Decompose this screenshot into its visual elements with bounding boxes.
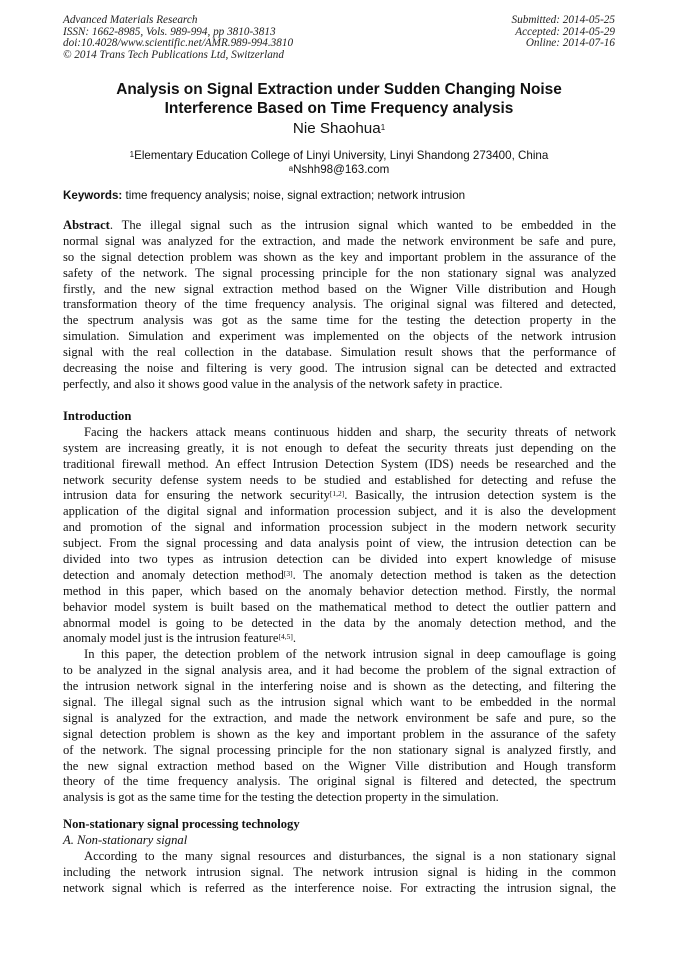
journal-name: Advanced Materials Research: [63, 14, 198, 26]
intro-line: method in this paper, which based on the anomaly behavior detection method. Firstly, the normal: [63, 583, 616, 598]
abstract-line: transformation theory of the time frequency analysis. The original signal was filtered and detected,: [63, 297, 616, 312]
keywords-label: Keywords:: [63, 189, 123, 202]
abstract-line: perfectly, and also it shows good value in the analysis of the network safety in practice.: [63, 376, 503, 391]
affiliation: [40, 149, 638, 177]
intro-text: . The anomaly detection method is taken as the detection: [292, 567, 616, 582]
intro-line: traditional firewall method. An effect Intrusion Detection System (IDS) needs be researched and the: [63, 456, 616, 471]
abstract-line: safety of the network. The signal processing principle for the non stationary signal was analyzed: [63, 265, 616, 280]
author-affil-mark: 1: [380, 123, 386, 132]
abstract-line: . The illegal signal such as the intrusion signal which wanted to be embedded in the: [109, 218, 616, 232]
keywords-text: time frequency analysis; noise, signal extraction; network intrusion: [125, 189, 466, 202]
title-line-1: Analysis on Signal Extraction under Sudden Changing Noise: [116, 81, 562, 98]
title-line-2: Interference Based on Time Frequency analysis: [164, 100, 514, 117]
intro-line: network security defense system needs to be studied and established for detecting and refuse the: [63, 472, 616, 487]
intro-line: signal detection problem is shown as the key and important problem in the assurance of the safety: [63, 726, 616, 741]
abstract-line: decreasing the noise and filtering is very good. The intrusion signal can be detected and extracted: [63, 361, 616, 376]
paper-title: [40, 80, 638, 118]
abstract: [63, 218, 616, 393]
intro-line: the new signal extraction method based on the Wigner Ville distribution and Hough transform: [63, 758, 616, 773]
intro-line: [63, 488, 616, 504]
keywords: [63, 189, 465, 203]
intro-line: system are increasing greatly, it is not enough to defeat the security threats just depending on the: [63, 440, 616, 455]
affiliation-text: Elementary Education College of Linyi University, Linyi Shandong 273400, China: [134, 149, 549, 162]
section-line: According to the many signal resources and disturbances, the signal is a non stationary signal: [84, 848, 616, 863]
journal-info: [63, 15, 293, 61]
publication-dates: [512, 15, 615, 50]
intro-line: subject. From the signal processing and data analysis point of view, the intrusion detection can be: [63, 536, 616, 551]
intro-line: signal. The illegal signal such as the intrusion signal which want to be embedded in the normal: [63, 695, 616, 710]
abstract-line: simulation. Simulation and experiment was implemented on the objects of the network intrusion: [63, 329, 616, 344]
section-line: including the network intrusion signal. The network intrusion signal is hiding in the common: [63, 864, 616, 879]
abstract-line: normal signal was analyzed for the extraction, and made the network environment be safe and pure,: [63, 233, 616, 248]
intro-line: signal is analyzed for the extraction, and made the network environment be safe and pure, so the: [63, 710, 616, 725]
intro-line: application of the digital signal and information procession subject, and it is also the development: [63, 504, 616, 519]
citation-ref[interactable]: [1,2]: [329, 489, 345, 499]
intro-line: [63, 631, 616, 647]
intro-line: [63, 568, 616, 584]
journal-doi[interactable]: doi:10.4028/www.scientific.net/AMR.989-994.3810: [63, 37, 294, 49]
subsection-heading: A. Non-stationary signal: [63, 832, 188, 847]
abstract-line: so the signal detection problem was shown as the key and important problem in the assurance of the: [63, 249, 616, 264]
intro-line: divided into two types as intrusion detection can be divided into expert knowledge of misuse: [63, 552, 616, 567]
introduction-heading: Introduction: [63, 409, 132, 423]
intro-line: and promotion of the signal and information procession subject in the modern network security: [63, 520, 616, 535]
intro-line: the intrusion network signal in the interfering noise and is shown as the detecting, and filtering the: [63, 679, 616, 694]
intro-line: analysis is got as the same time for the testing the detection property in the simulation.: [63, 790, 499, 805]
intro-line: to be analyzed in the signal analysis area, and it had become the problem of the signal extraction of: [63, 663, 616, 678]
abstract-line: the spectrum analysis was got as the same time for the testing the detection property in the: [63, 313, 616, 328]
section-heading: Non-stationary signal processing technology: [63, 817, 300, 831]
intro-text: anomaly model just is the intrusion feature: [63, 631, 279, 646]
intro-line: behavior model system is built based on the mathematical method to detect the outlier pattern and: [63, 599, 616, 614]
submitted-date: Submitted: 2014-05-25: [511, 14, 615, 26]
citation-ref[interactable]: [4,5]: [278, 632, 293, 642]
abstract-line: signal with the real collection in the database. Simulation result shows that the performance of: [63, 345, 616, 360]
author-name: Nie Shaohua: [292, 120, 381, 137]
abstract-line: firstly, and the new signal extraction method based on the Wigner Ville distribution and Hough: [63, 281, 616, 296]
nonstationary-section: [63, 817, 616, 896]
intro-text: .: [292, 631, 296, 646]
affil-mark: 1: [129, 150, 135, 159]
intro-line: of the network. The signal processing principle for the non stationary signal is analyzed firstly, and: [63, 742, 616, 757]
author-email[interactable]: Nshh98@163.com: [293, 163, 390, 176]
intro-line: Facing the hackers attack means continuous hidden and sharp, the security threats of network: [84, 424, 616, 439]
section-line: network signal which is referred as the interference noise. For extracting the intrusion signal, the: [63, 880, 616, 895]
intro-text: . Basically, the intrusion detection system is the: [344, 488, 616, 503]
abstract-label: Abstract: [63, 218, 110, 232]
journal-copyright: © 2014 Trans Tech Publications Ltd, Switzerland: [63, 48, 284, 61]
citation-ref[interactable]: [3]: [283, 568, 293, 578]
intro-line: abnormal model is going to be detected in the data by the anomaly detection method, and the: [63, 615, 616, 630]
intro-text: intrusion data for ensuring the network security: [63, 488, 330, 503]
intro-line: theory of the time frequency analysis. The original signal is filtered and detected, the spectrum: [63, 774, 616, 789]
accepted-date: Accepted: 2014-05-29: [515, 25, 615, 38]
online-date: Online: 2014-07-16: [525, 37, 615, 49]
email-mark: a: [288, 164, 294, 173]
intro-text: detection and anomaly detection method: [63, 567, 284, 582]
introduction-section: [63, 409, 616, 806]
journal-issn: ISSN: 1662-8985, Vols. 989-994, pp 3810-3813: [63, 25, 276, 38]
intro-line: In this paper, the detection problem of the network intrusion signal in deep camouflage is going: [84, 647, 616, 662]
author: [40, 120, 638, 138]
